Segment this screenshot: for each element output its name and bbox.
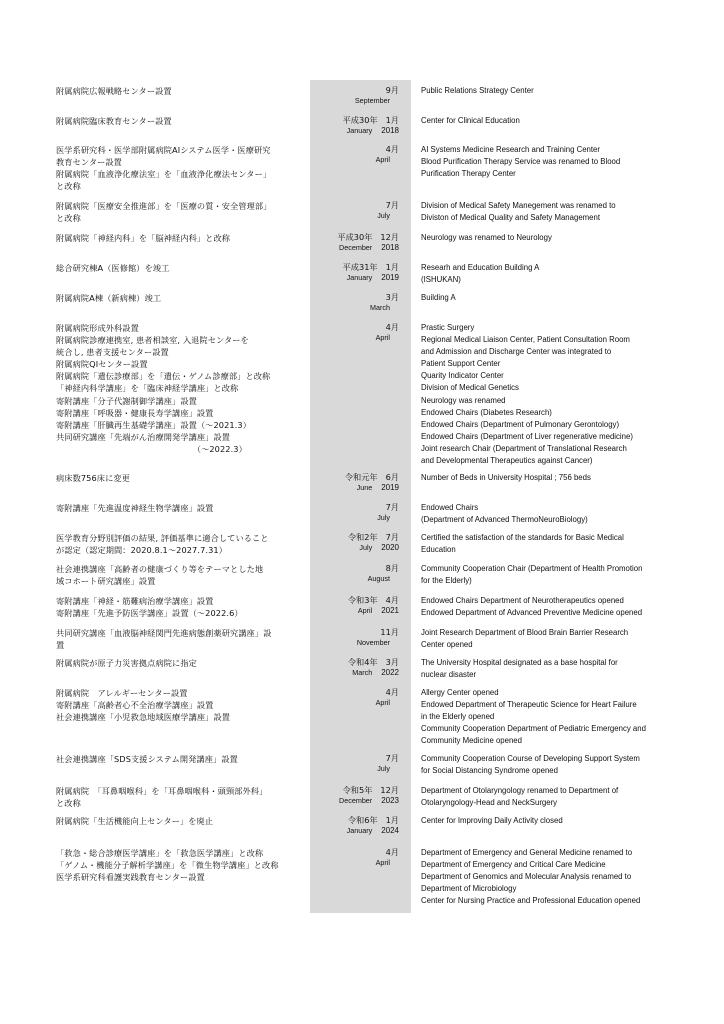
- month-english: July: [377, 211, 390, 220]
- date-cell: [310, 472, 399, 493]
- event-english: Researh and Education Building A (ISHUKAN): [421, 263, 540, 285]
- date-cell: [310, 200, 399, 221]
- date-japanese: [310, 657, 399, 668]
- date-cell: [310, 595, 399, 616]
- month-japanese: 3月: [385, 292, 399, 302]
- event-english: Endowed Chairs (Department of Advanced ThermoNeuroBiology): [421, 503, 588, 525]
- date-cell: [310, 502, 399, 523]
- month-english: August: [367, 574, 390, 583]
- date-english: [310, 96, 399, 106]
- date-english: [310, 513, 399, 523]
- date-japanese: [310, 532, 399, 543]
- date-cell: [310, 753, 399, 774]
- era-year: 平成30年: [337, 232, 373, 242]
- date-japanese: [310, 232, 399, 243]
- date-english: [310, 638, 399, 648]
- date-english: [310, 543, 399, 553]
- year-english: 2018: [381, 126, 399, 135]
- event-english: Center for Clinical Education: [421, 116, 520, 125]
- date-japanese: [310, 687, 399, 698]
- event-english: Building A: [421, 293, 456, 302]
- date-japanese: [310, 115, 399, 126]
- year-english: 2023: [381, 796, 399, 805]
- date-japanese: [310, 200, 399, 211]
- event-japanese: 総合研究棟A（医修館）を竣工: [56, 263, 170, 273]
- date-japanese: [310, 595, 399, 606]
- month-japanese: 4月: [385, 595, 399, 605]
- date-cell: [310, 785, 399, 806]
- event-english: Department of Otolaryngology renamed to Department of Otolaryngology-Head and NeckSurgery: [421, 786, 619, 808]
- year-english: 2018: [381, 243, 399, 252]
- event-english: Certified the satisfaction of the standards for Basic Medical Education: [421, 533, 624, 555]
- event-japanese: 共同研究講座「血液脳神経関門先進病態創薬研究講座」設 置: [56, 628, 272, 651]
- date-english: [310, 483, 399, 493]
- year-english: 2021: [381, 606, 399, 615]
- event-japanese: 附属病院臨床教育センター設置: [56, 116, 172, 126]
- month-english: November: [356, 638, 390, 647]
- date-cell: [310, 115, 399, 136]
- date-japanese: [310, 144, 399, 155]
- event-english: The University Hospital designated as a base hospital for nuclear disaster: [421, 658, 618, 680]
- date-english: [310, 796, 399, 806]
- date-japanese: [310, 785, 399, 796]
- year-english: 2019: [381, 483, 399, 492]
- year-english: 2024: [381, 826, 399, 835]
- date-japanese: [310, 502, 399, 513]
- date-cell: [310, 847, 399, 868]
- month-japanese: 7月: [385, 532, 399, 542]
- month-english: April: [375, 333, 390, 342]
- date-english: [310, 858, 399, 868]
- event-english: Public Relations Strategy Center: [421, 86, 534, 95]
- event-japanese: 医学教育分野別評価の結果, 評価基準に適合していること が認定（認定期間：2020.8.1～2027.7.31）: [56, 533, 269, 556]
- month-japanese: 9月: [385, 85, 399, 95]
- date-cell: [310, 262, 399, 283]
- date-cell: [310, 144, 399, 165]
- month-english: September: [354, 96, 390, 105]
- month-japanese: 3月: [385, 657, 399, 667]
- era-year: 令和6年: [347, 815, 378, 825]
- event-japanese: 附属病院広報戦略センター設置: [56, 86, 172, 96]
- year-english: 2020: [381, 543, 399, 552]
- date-japanese: [310, 815, 399, 826]
- year-english: 2022: [381, 668, 399, 677]
- event-english: Allergy Center opened Endowed Department of Therapeutic Science for Heart Failure in the Elderly opened Community Cooperation Department of Pediatric Emergency and Community Medicine opened: [421, 688, 646, 746]
- month-english: January: [346, 826, 373, 835]
- era-year: 令和5年: [342, 785, 373, 795]
- date-english: [310, 211, 399, 221]
- date-japanese: [310, 292, 399, 303]
- date-japanese: [310, 85, 399, 96]
- date-english: [310, 668, 399, 678]
- event-japanese: 医学系研究科・医学部附属病院AIシステム医学・医療研究 教育センター設置 附属病院「血液浄化療法室」を「血液浄化療法センター」 と改称: [56, 145, 272, 192]
- event-japanese: 附属病院 「耳鼻咽喉科」を「耳鼻咽喉科・頭頸部外科」 と改称: [56, 786, 268, 809]
- month-english: June: [356, 483, 373, 492]
- date-cell: [310, 657, 399, 678]
- event-japanese: 附属病院「神経内科」を「脳神経内科」と改称: [56, 233, 231, 243]
- month-english: December: [339, 243, 373, 252]
- year-english: 2019: [381, 273, 399, 282]
- event-english: Community Cooperation Course of Developing Support System for Social Distancing Syndrome opened: [421, 754, 640, 776]
- date-english: [310, 606, 399, 616]
- date-cell: [310, 232, 399, 253]
- month-english: April: [375, 858, 390, 867]
- date-cell: [310, 532, 399, 553]
- date-japanese: [310, 262, 399, 273]
- date-cell: [310, 815, 399, 836]
- month-japanese: 12月: [380, 232, 399, 242]
- month-english: April: [375, 698, 390, 707]
- month-japanese: 1月: [385, 115, 399, 125]
- month-english: July: [377, 513, 390, 522]
- month-english: January: [346, 126, 373, 135]
- event-japanese: 寄附講座「神経・筋難病治療学講座」設置 寄附講座「先進予防医学講座」設置（～2022.6）: [56, 596, 243, 619]
- month-japanese: 4月: [385, 322, 399, 332]
- date-english: [310, 243, 399, 253]
- date-cell: [310, 322, 399, 343]
- era-year: 令和3年: [347, 595, 378, 605]
- event-english: Neurology was renamed to Neurology: [421, 233, 552, 242]
- date-english: [310, 826, 399, 836]
- event-japanese: 「救急・総合診療医学講座」を「救急医学講座」と改称 「ゲノム・機能分子解析学講座」を「微生物学講座」と改称 医学系研究科看護実践教育センター設置: [56, 848, 279, 883]
- month-japanese: 12月: [380, 785, 399, 795]
- date-japanese: [310, 322, 399, 333]
- date-english: [310, 574, 399, 584]
- month-english: December: [339, 796, 373, 805]
- date-japanese: [310, 753, 399, 764]
- month-english: March: [352, 668, 373, 677]
- event-japanese: 社会連携講座「SDS支援システム開発講座」設置: [56, 754, 238, 764]
- date-english: [310, 333, 399, 343]
- date-japanese: [310, 847, 399, 858]
- era-year: 平成30年: [342, 115, 378, 125]
- date-english: [310, 126, 399, 136]
- month-japanese: 4月: [385, 144, 399, 154]
- date-japanese: [310, 472, 399, 483]
- month-japanese: 7月: [385, 753, 399, 763]
- event-japanese: 附属病院A棟（新病棟）竣工: [56, 293, 162, 303]
- event-english: Endowed Chairs Department of Neurotherapeutics opened Endowed Department of Advanced Preventive Medicine opened: [421, 596, 643, 618]
- month-english: March: [370, 303, 390, 312]
- month-japanese: 7月: [385, 200, 399, 210]
- month-japanese: 4月: [385, 847, 399, 857]
- month-japanese: 8月: [385, 563, 399, 573]
- date-english: [310, 698, 399, 708]
- month-english: July: [359, 543, 373, 552]
- date-cell: [310, 292, 399, 313]
- month-english: July: [377, 764, 390, 773]
- month-english: April: [375, 155, 390, 164]
- era-year: 平成31年: [342, 262, 378, 272]
- event-english: Number of Beds in University Hospital ; 756 beds: [421, 473, 591, 482]
- event-english: Division of Medical Safety Manegement was renamed to Diviston of Medical Quality and Safety Management: [421, 201, 616, 223]
- era-year: 令和4年: [347, 657, 378, 667]
- event-english: Prastic Surgery Regional Medical Liaison Center, Patient Consultation Room and Admission and Discharge Center was integrated to Patient Support Center Quarity Indicator Center Division of Medical Genetics Neurology was renamed Endowed Chairs (Diabetes Research) Endowed Chairs (Department of Pulmonary Gerontology) Endowed Chairs (Department of Liver regenerative medicine) Joint research Chair (Department of Translational Research and Developmental Therapeutics against Cancer): [421, 323, 633, 466]
- event-english: AI Systems Medicine Research and Training Center Blood Purification Therapy Service was renamed to Blood Purification Therapy Center: [421, 145, 621, 179]
- month-japanese: 4月: [385, 687, 399, 697]
- month-japanese: 7月: [385, 502, 399, 512]
- event-english: Department of Emergency and General Medicine renamed to Department of Emergency and Critical Care Medicine Department of Genomics and Molecular Analysis renamed to Department of Microbiology Center for Nursing Practice and Professional Education opened: [421, 848, 641, 906]
- event-japanese: 附属病院「生活機能向上センター」を廃止: [56, 816, 214, 826]
- event-japanese: 附属病院 アレルギーセンター設置 寄附講座「高齢者心不全治療学講座」設置 社会連携講座「小児救急地域医療学講座」設置: [56, 688, 231, 723]
- date-english: [310, 155, 399, 165]
- event-english: Joint Research Department of Blood Brain Barrier Research Center opened: [421, 628, 629, 650]
- date-english: [310, 273, 399, 283]
- date-english: [310, 764, 399, 774]
- month-english: April: [357, 606, 373, 615]
- event-japanese: 社会連携講座「高齢者の健康づくり等をテーマとした地 域コホート研究講座」設置: [56, 564, 264, 587]
- date-cell: [310, 563, 399, 584]
- month-japanese: 6月: [385, 472, 399, 482]
- date-english: [310, 303, 399, 313]
- event-english: Center for Improving Daily Activity closed: [421, 816, 563, 825]
- date-cell: [310, 687, 399, 708]
- date-cell: [310, 85, 399, 106]
- date-japanese: [310, 563, 399, 574]
- month-japanese: 11月: [380, 627, 399, 637]
- date-japanese: [310, 627, 399, 638]
- month-japanese: 1月: [385, 815, 399, 825]
- month-japanese: 1月: [385, 262, 399, 272]
- event-japanese: 附属病院「医療安全推進部」を「医療の質・安全管理部」 と改称: [56, 201, 272, 224]
- date-cell: [310, 627, 399, 648]
- era-year: 令和元年: [344, 472, 378, 482]
- event-japanese: 病床数756床に変更: [56, 473, 130, 483]
- event-english: Community Cooperation Chair (Department of Health Promotion for the Elderly): [421, 564, 643, 586]
- event-japanese: 寄附講座「先進温度神経生物学講座」設置: [56, 503, 214, 513]
- era-year: 令和2年: [347, 532, 378, 542]
- event-japanese: 附属病院形成外科設置 附属病院診療連携室, 患者相談室, 入退院センターを 統合し, 患者支援センター設置 附属病院QIセンター設置 附属病院「遺伝診療部」を「遺伝・ゲノム診療部」と改称 「神経内科学講座」を「臨床神経学講座」と改称 寄附講座「分子代謝制御学講座」設置 寄附講座「呼吸器・健康長寿学講座」設置 寄附講座「肝臓再生基礎学講座」設置（～2021.3） 共同研究講座「先端がん治療開発学講座」設置 （～2022.3）: [56, 323, 271, 454]
- event-japanese: 附属病院が原子力災害拠点病院に指定: [56, 658, 197, 668]
- month-english: January: [346, 273, 373, 282]
